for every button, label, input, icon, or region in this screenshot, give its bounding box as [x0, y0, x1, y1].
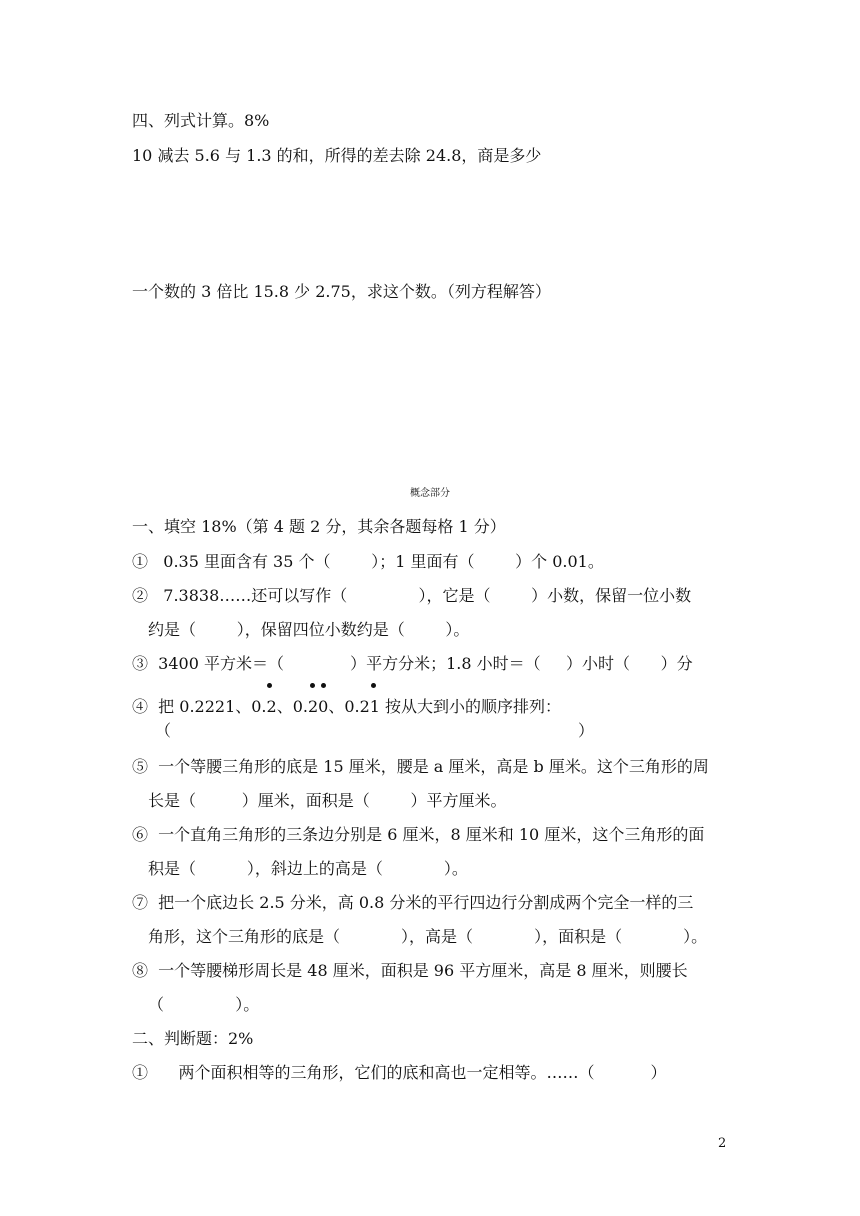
section4-question-2: 一个数的 3 倍比 15.8 少 2.75，求这个数。（列方程解答）	[132, 282, 551, 301]
judge-question-1: ① 两个面积相等的三角形，它们的底和高也一定相等。……（ ）	[132, 1063, 667, 1082]
repeating-decimal-dot	[310, 683, 315, 688]
section4-heading: 四、列式计算。8%	[132, 111, 270, 130]
fill-question-6-line-1: ⑥ 一个直角三角形的三条边分别是 6 厘米，8 厘米和 10 厘米，这个三角形的面	[132, 825, 705, 844]
fill-question-5-line-1: ⑤ 一个等腰三角形的底是 15 厘米，腰是 a 厘米，高是 b 厘米。这个三角形的周	[132, 757, 709, 776]
concept-title: 概念部分	[410, 488, 450, 499]
fill-heading: 一、填空 18%（第 4 题 2 分，其余各题每格 1 分）	[132, 517, 506, 536]
fill-question-8-line-2: （ ）。	[148, 995, 260, 1014]
repeating-decimal-dot	[267, 683, 272, 688]
fill-question-6-line-2: 积是（ ），斜边上的高是（ ）。	[148, 859, 468, 878]
section4-question-1: 10 减去 5.6 与 1.3 的和，所得的差去除 24.8，商是多少	[132, 146, 542, 165]
fill-question-5-line-2: 长是（ ）厘米，面积是（ ）平方厘米。	[148, 791, 507, 810]
fill-question-3: ③ 3400 平方米＝（ ）平方分米；1.8 小时＝（ ）小时（ ）分	[132, 654, 693, 673]
fill-question-1: ① 0.35 里面含有 35 个（ ）；1 里面有（ ）个 0.01。	[132, 552, 604, 571]
fill-question-7-line-2: 角形，这个三角形的底是（ ），高是（ ），面积是（ ）。	[148, 927, 708, 946]
fill-question-7-line-1: ⑦ 把一个底边长 2.5 分米，高 0.8 分米的平行四边行分割成两个完全一样的三	[132, 893, 694, 912]
page-number: 2	[718, 1136, 727, 1151]
fill-question-8-line-1: ⑧ 一个等腰梯形周长是 48 厘米，面积是 96 平方厘米，高是 8 厘米，则腰长	[132, 961, 688, 980]
fill-question-2-line-1: ② 7.3838……还可以写作（ ），它是（ ）小数，保留一位小数	[132, 586, 692, 605]
judge-heading: 二、判断题：2%	[132, 1029, 254, 1048]
fill-question-4-line-1: ④ 把 0.2221、0.2、0.20、0.21 按从大到小的顺序排列：	[132, 697, 562, 716]
fill-question-2-line-2: 约是（ ），保留四位小数约是（ ）。	[148, 620, 470, 639]
repeating-decimal-dot	[371, 683, 376, 688]
fill-question-4-close-paren: ）	[578, 721, 595, 740]
fill-question-4-open-paren: （	[155, 721, 172, 740]
repeating-decimal-dot	[321, 683, 326, 688]
